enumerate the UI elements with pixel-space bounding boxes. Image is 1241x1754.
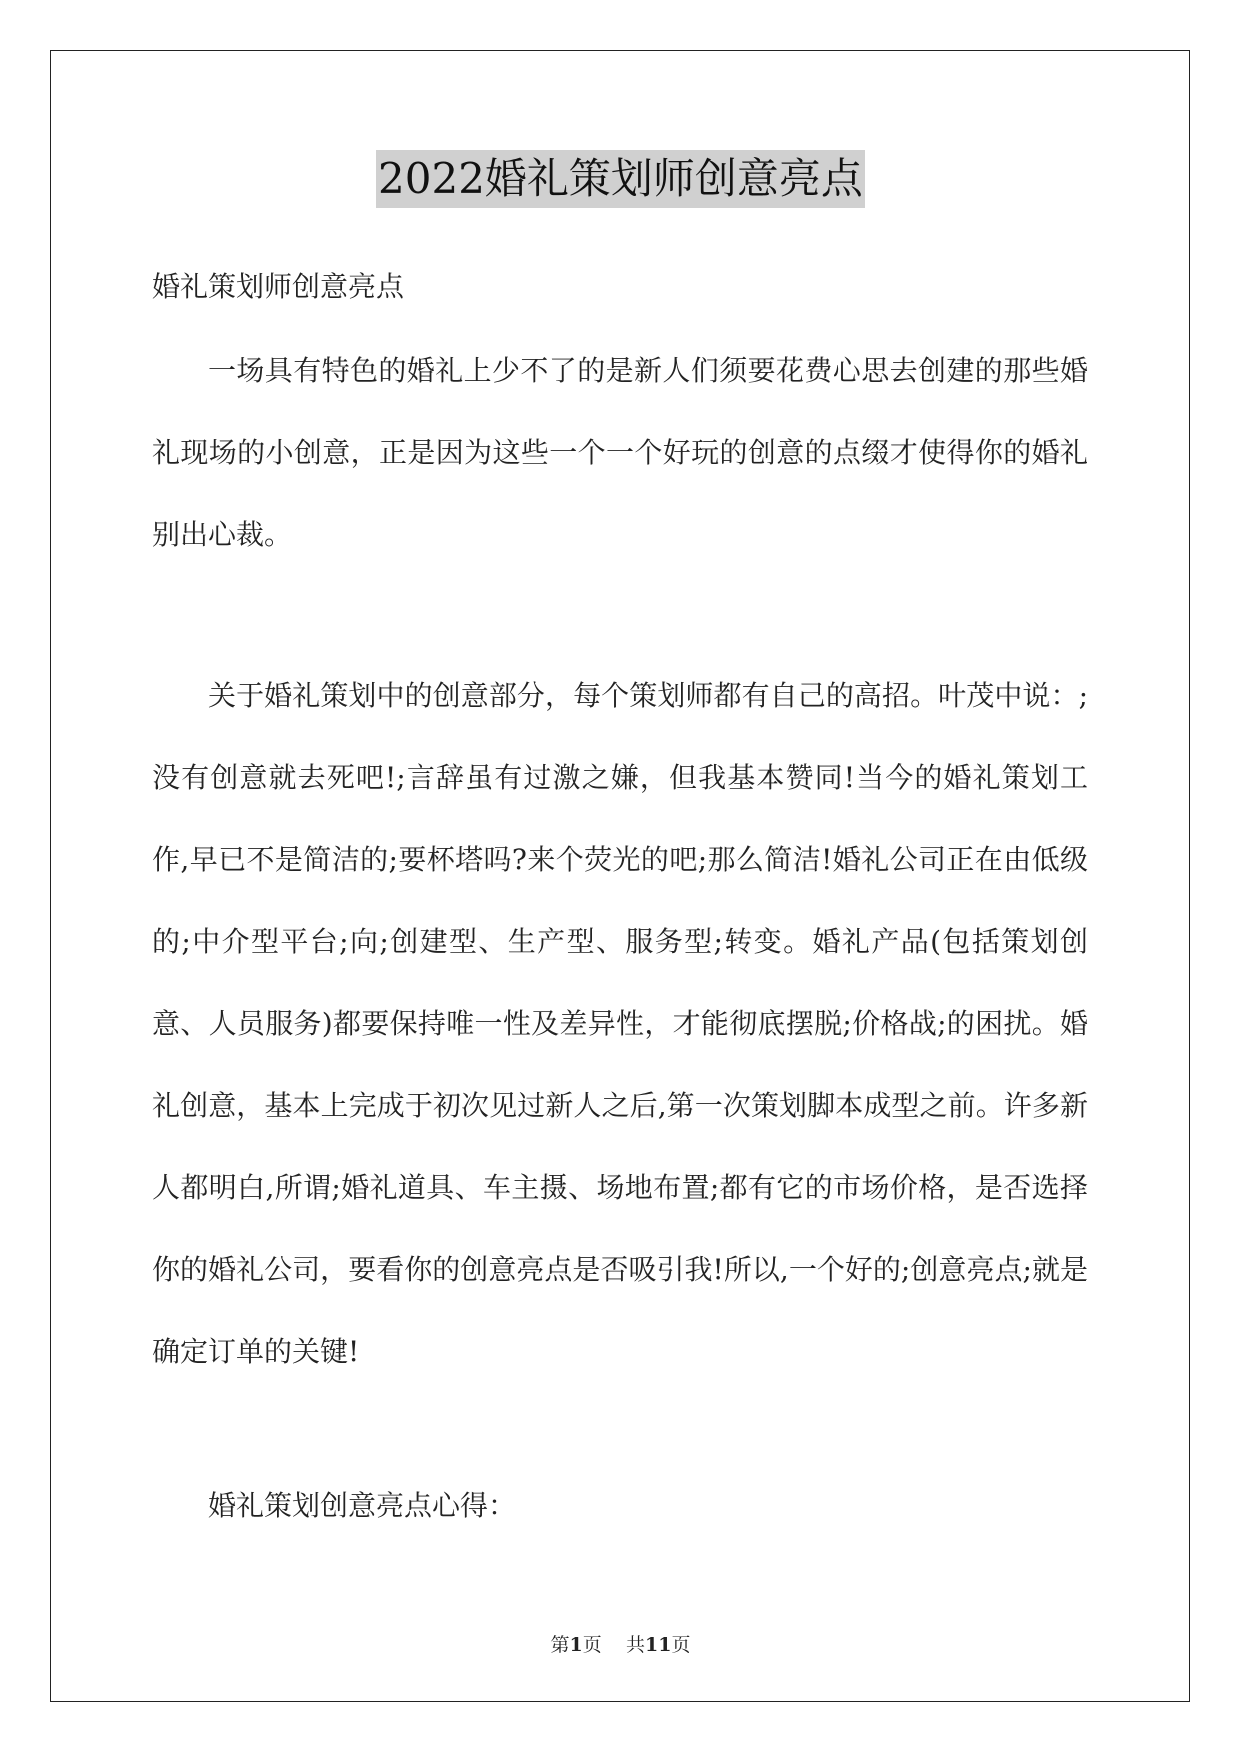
- paragraph-heading-insights: 婚礼策划创意亮点心得：: [208, 1489, 517, 1522]
- paragraph-creative: 关于婚礼策划中的创意部分，每个策划师都有自己的高招。叶茂中说：;没有创意就去死吧!;言辞虽有过激之嫌，但我基本赞同!当今的婚礼策划工作,早已不是简洁的;要杯塔吗?来个荧光的吧;那么简洁!婚礼公司正在由低级的;中介型平台;向;创建型、生产型、服务型;转变。婚礼产品(包括策划创意、人员服务)都要保持唯一性及差异性，才能彻底摆脱;价格战;的困扰。婚礼创意，基本上完成于初次见过新人之后,第一次策划脚本成型之前。许多新人都明白,所谓;婚礼道具、车主摄、场地布置;都有它的市场价格，是否选择你的婚礼公司，要看你的创意亮点是否吸引我!所以,一个好的;创意亮点;就是确定订单的关键!: [152, 679, 1088, 1368]
- page-suffix: 页: [582, 1634, 602, 1656]
- page-total: 11: [644, 1634, 672, 1656]
- page-prefix: 第: [550, 1634, 570, 1656]
- page-current: 1: [569, 1634, 583, 1656]
- total-suffix: 页: [671, 1634, 691, 1656]
- document-title: 2022婚礼策划师创意亮点: [376, 150, 865, 208]
- title-container: [0, 150, 1241, 208]
- total-prefix: 共: [625, 1634, 645, 1656]
- document-subtitle: 婚礼策划师创意亮点: [152, 270, 405, 303]
- paragraph-intro: 一场具有特色的婚礼上少不了的是新人们须要花费心思去创建的那些婚礼现场的小创意，正是因为这些一个一个好玩的创意的点缀才使得你的婚礼别出心裁。: [152, 354, 1088, 551]
- page-footer: [0, 1632, 1241, 1658]
